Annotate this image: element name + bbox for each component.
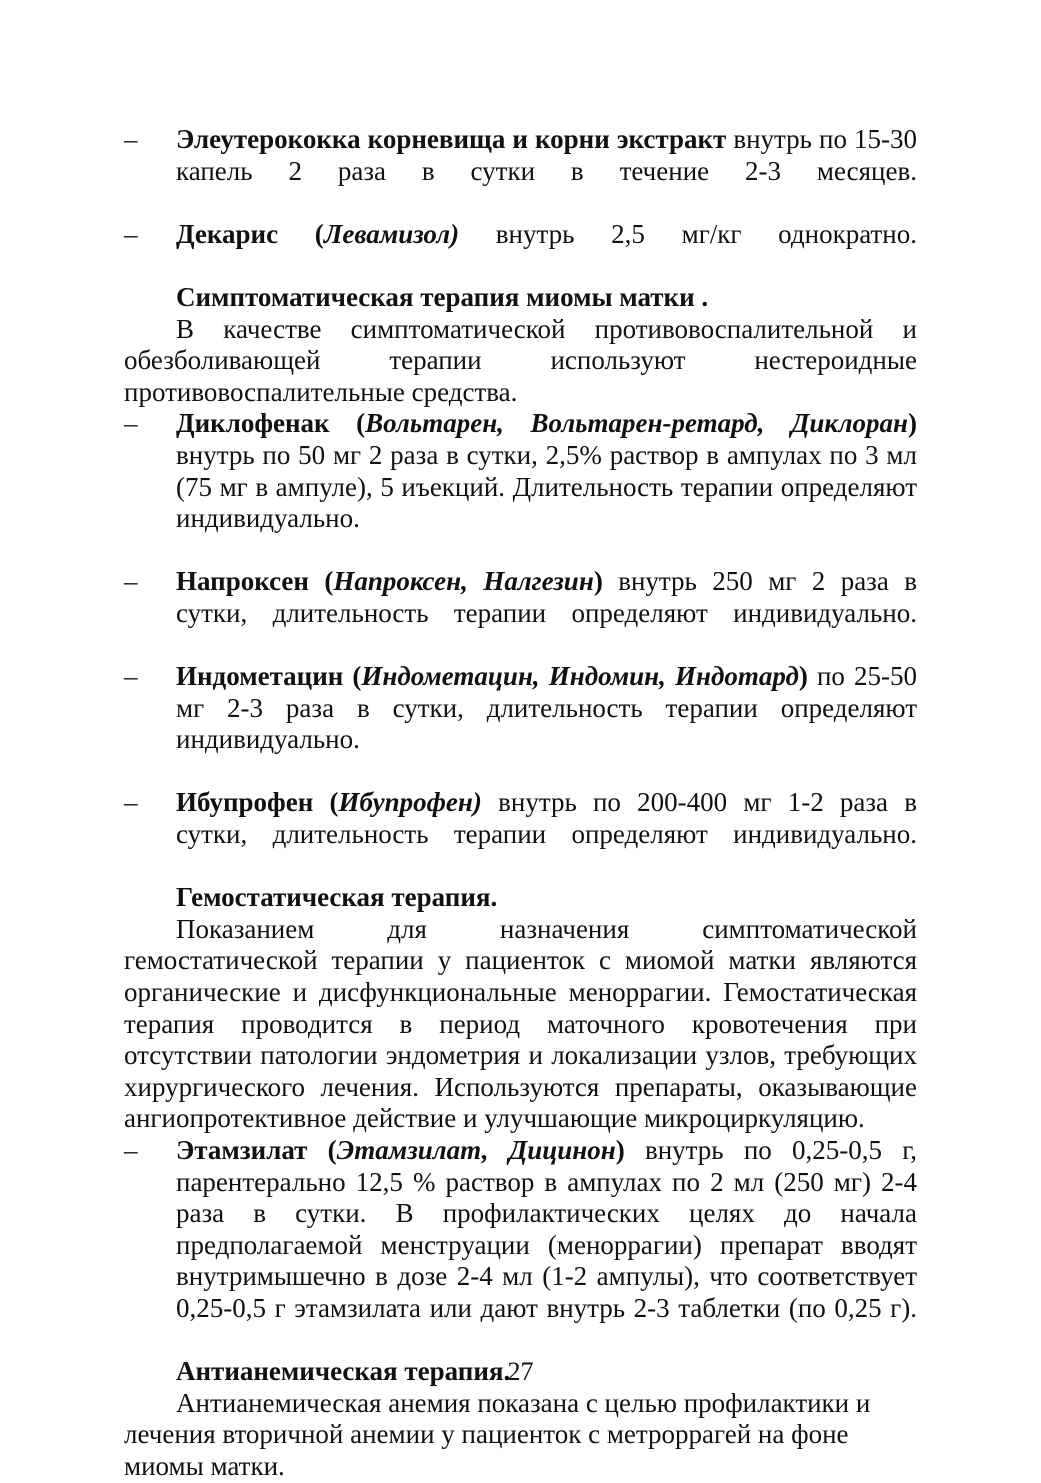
page-content <box>124 124 917 1483</box>
drug-dosage: внутрь по 0,25-0,5 г, парентерально 12,5 % раствор в ампулах по 2 мл (250 мг) 2-4 раза в сутки. В профилактических целях до начала предполагаемой менструации (меноррагии) препарат вводят внутримышечно в дозе 2-4 мл (1-2 ампулы), что соответствует 0,25-0,5 г этамзилата или дают внутрь 2-3 таблетки (по 0,25 г). <box>176 1135 918 1323</box>
drug-dosage: внутрь 2,5 мг/кг однократно. <box>459 218 917 249</box>
drug-close-paren: ) <box>908 408 917 439</box>
list-item-indomethacin <box>124 661 917 787</box>
drug-trade-names: Левамизол) <box>323 218 460 249</box>
list-item-decaris <box>124 219 917 282</box>
paragraph-symptomatic: В качестве симптоматической противовоспалительной и обезболивающей терапии используют нестероидные противовоспалительные средства. <box>124 313 917 407</box>
page-number: 27 <box>507 1357 534 1386</box>
list-dash: – <box>124 1135 138 1165</box>
drug-dosage: внутрь 250 мг 2 раза в сутки, длительность терапии определяют индивидуально. <box>176 566 917 628</box>
heading-symptomatic: Симптоматическая терапия миомы матки . <box>176 281 709 312</box>
drug-trade-names: Напроксен, Налгезин <box>333 566 594 597</box>
drug-trade-names: Вольтарен, Вольтарен-ретард, Диклоран <box>365 408 908 439</box>
drug-name: Этамзилат ( <box>176 1135 337 1165</box>
drug-name: Элеутерококка корневища и корни экстракт <box>176 124 727 154</box>
drug-dosage: по 25-50 мг 2-3 раза в сутки, длительность терапии определяют индивидуально. <box>176 661 917 755</box>
list-dash: – <box>124 787 138 818</box>
list-item-naproxen <box>124 566 917 661</box>
drug-dosage: внутрь по 50 мг 2 раза в сутки, 2,5% раствор в ампулах по 3 мл (75 мг в ампуле), 5 иъекций. Длительность терапии определяют индивидуально. <box>176 439 917 534</box>
list-dash: – <box>124 408 138 439</box>
list-item-eleuthero <box>124 124 917 219</box>
paragraph-hemostatic: Показанием для назначения симптоматической гемостатической терапии у пациенток с миомой матки являются органические и дисфункциональные меноррагии. Гемостатическая терапия проводится в период маточного кровотечения при отсутствии патологии эндометрия и локализации узлов, требующих хирургического лечения. Используются препараты, оказывающие ангиопротективное действие и улучшающие микроциркуляцию. <box>124 913 917 1134</box>
list-item-ibuprofen <box>124 787 917 882</box>
drug-name: Декарис ( <box>176 218 324 249</box>
list-dash: – <box>124 661 138 692</box>
heading-hemostatic: Гемостатическая терапия. <box>176 882 498 913</box>
list-dash: – <box>124 566 138 597</box>
paragraph-antianemic <box>124 1388 917 1483</box>
drug-close-paren: ) <box>593 566 603 597</box>
list-dash: – <box>124 124 138 154</box>
list-dash: – <box>124 218 138 249</box>
list-item-diclofenac <box>124 408 917 566</box>
drug-name: Индометацин ( <box>176 661 362 692</box>
paragraph-line: лечения вторичной анемии у пациенток с метроррагей на фоне <box>124 1419 849 1450</box>
drug-name: Напроксен ( <box>176 566 334 597</box>
drug-close-paren: ) <box>615 1135 625 1165</box>
drug-trade-names: Индометацин, Индомин, Индотард <box>361 661 799 692</box>
list-item-etamsylate <box>124 1135 917 1356</box>
drug-trade-names: Ибупрофен) <box>338 787 482 818</box>
drug-trade-names: Этамзилат, Дицинон <box>336 1135 616 1165</box>
drug-dosage: внутрь по 15-30 капель 2 раза в сутки в течение 2-3 месяцев. <box>176 124 917 186</box>
drug-dosage: внутрь по 200-400 мг 1-2 раза в сутки, длительность терапии определяют индивидуально. <box>176 787 917 850</box>
drug-close-paren: ) <box>798 661 808 692</box>
heading-antianemic: Антианемическая терапия. <box>176 1356 511 1387</box>
drug-name: Диклофенак ( <box>176 408 366 439</box>
paragraph-line: миомы матки. <box>124 1450 285 1481</box>
paragraph-line: Антианемическая анемия показана с целью профилактики и <box>176 1387 871 1418</box>
drug-name: Ибупрофен ( <box>176 787 339 818</box>
